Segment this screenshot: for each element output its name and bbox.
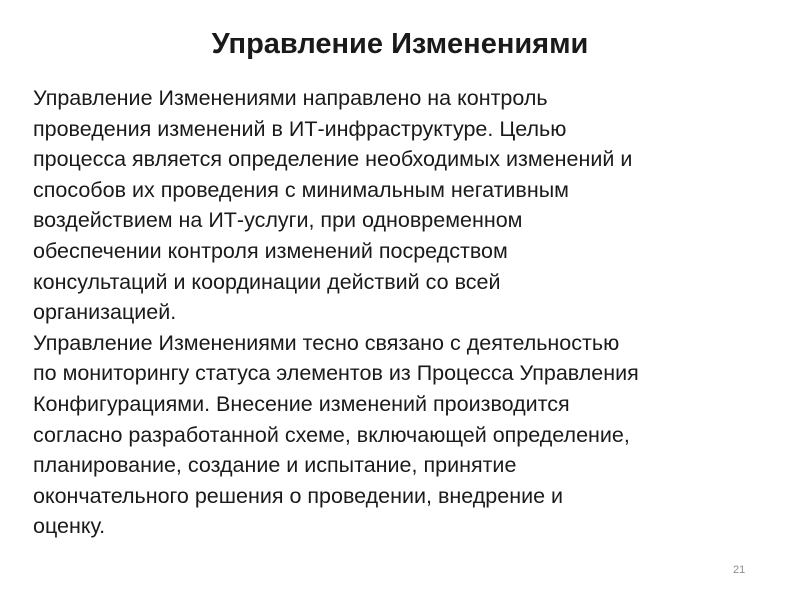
slide-title: Управление Изменениями [211,28,589,60]
body-line: способов их проведения с минимальным негативным [33,177,569,202]
body-line: обеспечении контроля изменений посредством [33,238,508,263]
body-line: согласно разработанной схеме, включающей определение, [33,422,630,447]
body-line: консультаций и координации действий со всей [33,269,501,294]
body-line: процесса является определение необходимых изменений и [33,147,633,172]
page-number: 21 [733,564,746,576]
slide-body-text [33,83,793,542]
body-line: планирование, создание и испытание, принятие [33,453,517,478]
body-line: воздействием на ИТ-услуги, при одновременном [33,208,523,233]
body-line: проведения изменений в ИТ-инфраструктуре. Целью [33,116,567,141]
body-line: оценку. [33,514,106,539]
body-line: окончательного решения о проведении, внедрение и [33,483,564,508]
body-line: по мониторингу статуса элементов из Процесса Управления [33,361,639,386]
body-line: Управление Изменениями направлено на контроль [33,86,548,110]
body-line: организацией. [33,300,177,325]
body-line: Конфигурациями. Внесение изменений производится [33,391,570,416]
body-line: Управление Изменениями тесно связано с деятельностью [33,330,620,355]
